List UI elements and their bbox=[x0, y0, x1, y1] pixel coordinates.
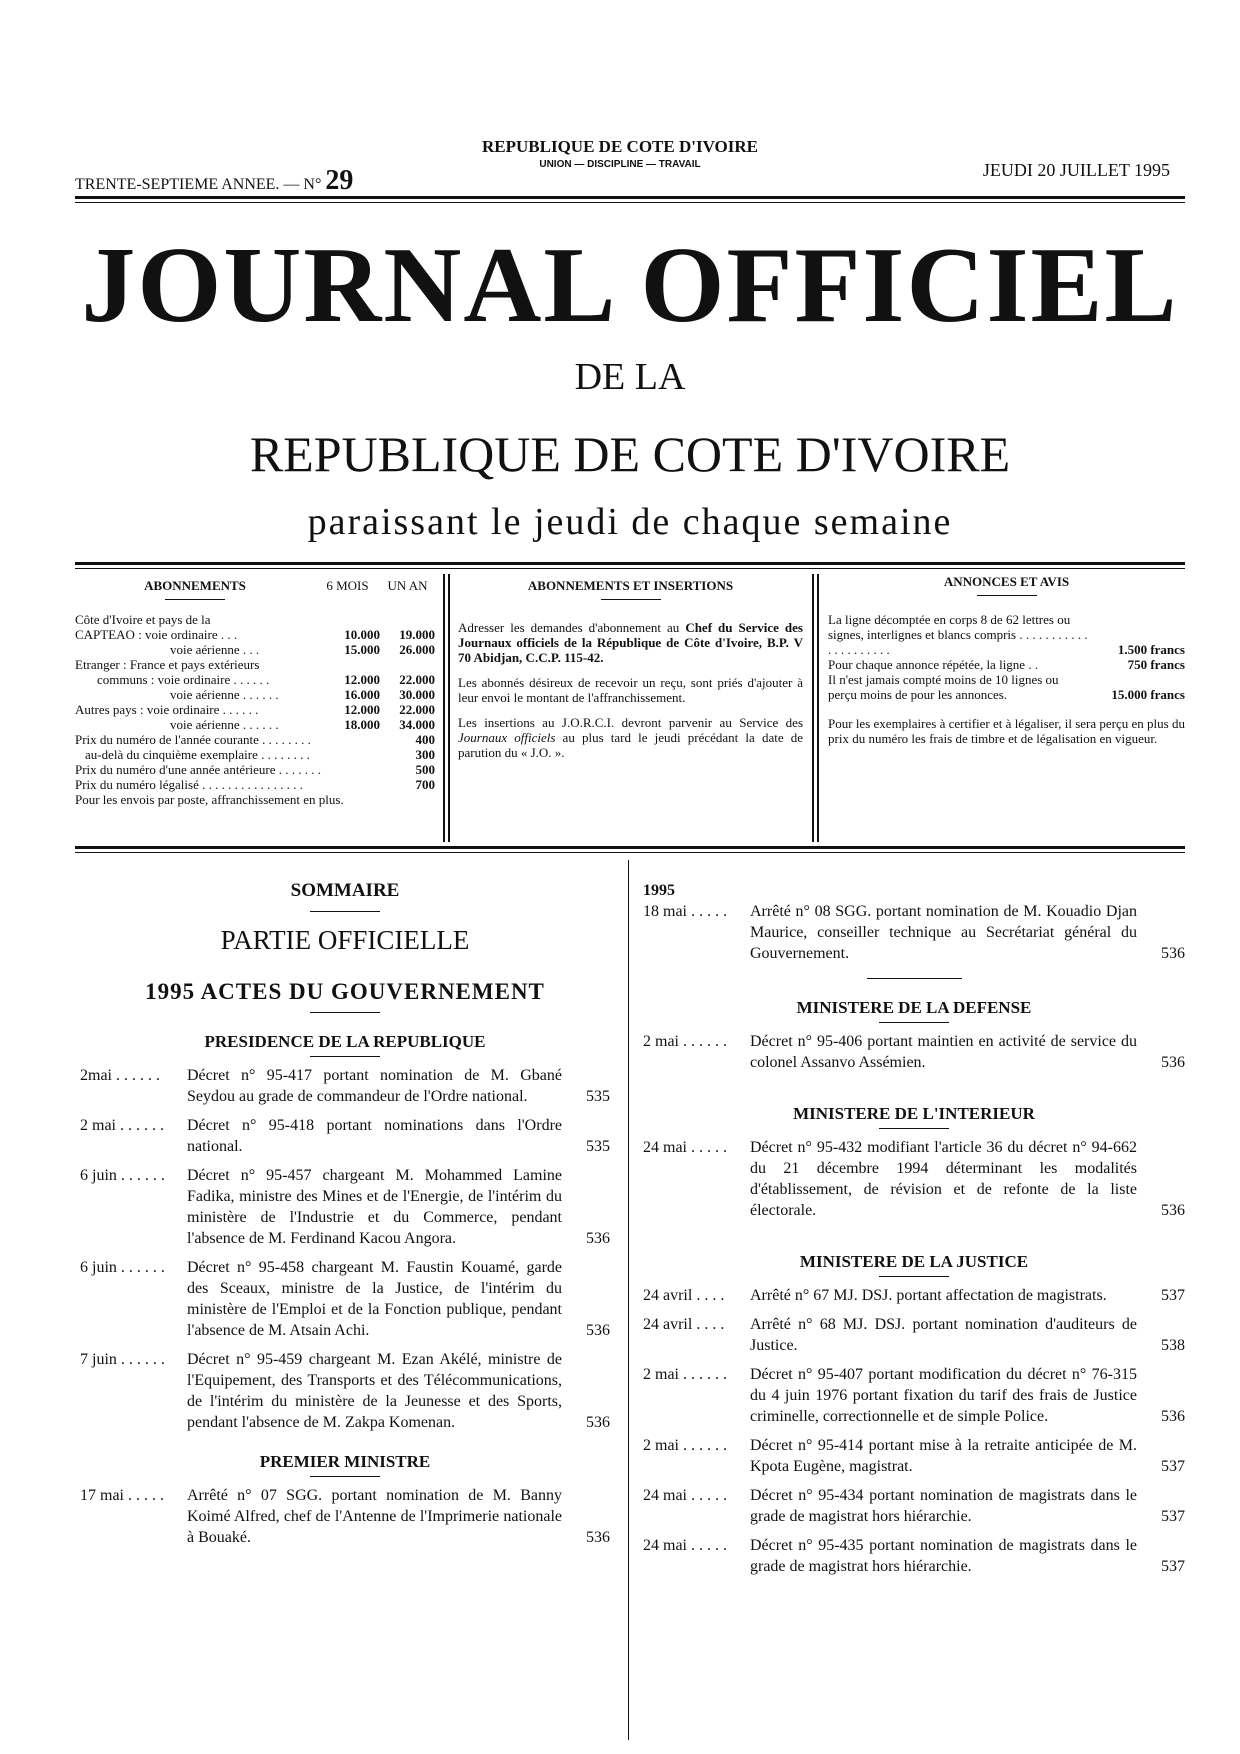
abonnements-box: ABONNEMENTS 6 MOIS UN AN Côte d'Ivoire et pays de la CAPTEAO : voie ordinaire . . . 10.000 19.000 voie aérienne . . . 15.000 26.000 Etranger : France et pays extérieurs communs : voie ordinaire . . . . . . 12.000 22.000 voie aérienne . . . . . . 16.000 30.000 Autres pays : voie ordinaire . . . . . . 12.000 22.000 voie aérienne . . . . . . 18.000 34.000 Prix du numéro de l'année courante . . . . . . . . 400 au-delà du cinquième exemplaire . . . . . . . . 300 Prix du numéro d'une année antérieure . . . . . . . 500 Prix du numéro légalisé . . . . . . . . . . . . . . . . 700 Pour les envois par poste, affranchissement en plus. bbox=[75, 578, 435, 807]
section-rule bbox=[879, 1128, 949, 1129]
entry-text: Décret n° 95-458 chargeant M. Faustin Kouamé, garde des Sceaux, ministre de la Justice, de l'intérim du ministère de l'Emploi et de la Fonction publique, pendant l'absence de M. Atsain Achi. bbox=[187, 1259, 562, 1339]
annonce-row bbox=[828, 657, 1185, 672]
entry-page: 536 bbox=[1161, 1054, 1185, 1071]
sommaire-left bbox=[80, 880, 610, 1548]
entry-date: 18 mai . . . . . bbox=[643, 903, 727, 920]
section-rule bbox=[879, 1276, 949, 1277]
entry-text: Décret n° 95-457 chargeant M. Mohammed Lamine Fadika, ministre des Mines et de l'Energie, de l'intérim du ministère de l'Industrie et du Commerce, pendant l'absence de M. Ferdinand Kacou Angora. bbox=[187, 1167, 562, 1247]
entry-text: Décret n° 95-432 modifiant l'article 36 du décret n° 94-662 du 21 décembre 1994 déterminant les modalités d'établissement, de révision et de refonte de la liste électorale. bbox=[750, 1139, 1137, 1219]
abonnement-6mois: 12.000 bbox=[344, 672, 380, 687]
abonnement-label: CAPTEAO : voie ordinaire . . . bbox=[75, 627, 238, 642]
insertions-box: ABONNEMENTS ET INSERTIONS Adresser les demandes d'abonnement au Chef du Service des Journaux officiels de la République de Côte d'Ivoire, B.P. V 70 Abidjan, C.C.P. 115-42. Les abonnés désireux de recevoir un reçu, sont priés d'ajouter à leur envoi le montant de l'affranchissement. Les insertions au J.O.R.C.I. devront parvenir au Service des Journaux officiels au plus tard le jeudi précédant la date de parution du « J.O. ». bbox=[458, 578, 803, 760]
prix-value: 500 bbox=[415, 762, 435, 777]
masthead-tagline: paraissant le jeudi de chaque semaine bbox=[307, 501, 953, 543]
entry-date: 24 mai . . . . . bbox=[643, 1139, 727, 1156]
abonnement-1an bbox=[380, 657, 435, 672]
annonce-row bbox=[828, 612, 1185, 657]
entry-date: 6 juin . . . . . . bbox=[80, 1259, 165, 1276]
annonce-row bbox=[828, 672, 1185, 702]
section-heading: MINISTERE DE LA DEFENSE bbox=[796, 998, 1032, 1017]
abonnement-6mois bbox=[325, 612, 380, 627]
abonnement-row bbox=[75, 627, 435, 642]
entry-page: 535 bbox=[586, 1138, 610, 1155]
sommaire-entry bbox=[80, 1257, 610, 1341]
abonnement-1an: 22.000 bbox=[399, 702, 435, 717]
abonnement-1an: 22.000 bbox=[399, 672, 435, 687]
abonnement-6mois: 10.000 bbox=[344, 627, 380, 642]
section-heading: PREMIER MINISTRE bbox=[259, 1452, 431, 1471]
abonnement-label: voie aérienne . . . . . . bbox=[170, 687, 279, 702]
section-heading: MINISTERE DE LA JUSTICE bbox=[799, 1252, 1029, 1271]
sommaire-entry bbox=[643, 1485, 1185, 1527]
sommaire-entry bbox=[643, 1364, 1185, 1427]
annonce-price: 15.000 francs bbox=[1111, 687, 1185, 702]
partie-officielle: PARTIE OFFICIELLE bbox=[220, 925, 470, 955]
entry-date: 24 mai . . . . . bbox=[643, 1487, 727, 1504]
entry-page: 536 bbox=[586, 1322, 610, 1339]
entry-text: Décret n° 95-414 portant mise à la retraite anticipée de M. Kpota Eugène, magistrat. bbox=[750, 1437, 1137, 1475]
section-heading: MINISTERE DE L'INTERIEUR bbox=[793, 1104, 1035, 1123]
prix-row bbox=[75, 747, 435, 762]
entry-page: 536 bbox=[586, 1414, 610, 1431]
entry-date: 24 avril . . . . bbox=[643, 1316, 725, 1333]
annonce-label: Il n'est jamais compté moins de 10 lignes ou perçu moins de pour les annonces. bbox=[828, 672, 1059, 702]
entry-date: 7 juin . . . . . . bbox=[80, 1351, 165, 1368]
sommaire-entry bbox=[80, 1115, 610, 1157]
abonnement-label: Autres pays : voie ordinaire . . . . . . bbox=[75, 702, 259, 717]
entry-page: 536 bbox=[586, 1529, 610, 1546]
abonnement-1an: 19.000 bbox=[399, 627, 435, 642]
prix-row bbox=[75, 762, 435, 777]
abonnement-label: Etranger : France et pays extérieurs bbox=[75, 657, 260, 672]
entry-text: Décret n° 95-417 portant nomination de M. Gbané Seydou au grade de commandeur de l'Ordre national. bbox=[187, 1067, 562, 1105]
entry-text: Décret n° 95-407 portant modification du décret n° 76-315 du 4 juin 1976 portant fixation du tarif des frais de Justice criminelle, correctionnelle et de simple Police. bbox=[750, 1366, 1137, 1425]
entry-text: Décret n° 95-406 portant maintien en activité de service du colonel Assanvo Assémien. bbox=[750, 1033, 1137, 1071]
abonnement-label: voie aérienne . . . bbox=[170, 642, 260, 657]
masthead-de-la: DE LA bbox=[574, 356, 686, 398]
issue-date: JEUDI 20 JUILLET 1995 bbox=[982, 160, 1170, 180]
abonnement-6mois: 18.000 bbox=[344, 717, 380, 732]
entry-text: Décret n° 95-459 chargeant M. Ezan Akélé, ministre de l'Equipement, des Transports et des Télécommunications, de l'intérim du ministère de la Jeunesse et des Sports, pendant l'absence de M. Zakpa Komenan. bbox=[187, 1351, 562, 1431]
republic-header: REPUBLIQUE DE COTE D'IVOIRE UNION — DISCIPLINE — TRAVAIL bbox=[482, 137, 758, 170]
section-rule bbox=[310, 1476, 380, 1477]
prix-row bbox=[75, 732, 435, 747]
journal-title: JOURNAL OFFICIEL bbox=[81, 226, 1179, 345]
abonnement-row bbox=[75, 657, 435, 672]
sommaire-entry bbox=[80, 1485, 610, 1548]
prix-label: Prix du numéro d'une année antérieure . . . . . . . bbox=[75, 762, 322, 777]
abonnement-1an: 30.000 bbox=[399, 687, 435, 702]
masthead-republic: REPUBLIQUE DE COTE D'IVOIRE bbox=[249, 426, 1011, 482]
annonce-price: 750 francs bbox=[1127, 657, 1185, 672]
abonnement-row bbox=[75, 642, 435, 657]
sommaire-entry bbox=[643, 1137, 1185, 1221]
entry-page: 537 bbox=[1161, 1287, 1185, 1304]
annonce-label: Pour chaque annonce répétée, la ligne . . bbox=[828, 657, 1039, 672]
sommaire-entry bbox=[643, 1435, 1185, 1477]
sommaire-entry bbox=[643, 1535, 1185, 1577]
prix-value: 700 bbox=[415, 777, 435, 792]
abonnement-label: Côte d'Ivoire et pays de la bbox=[75, 612, 211, 627]
sommaire-entry bbox=[643, 1031, 1185, 1073]
entry-page: 536 bbox=[1161, 945, 1185, 962]
entry-date: 2 mai . . . . . . bbox=[643, 1366, 727, 1383]
abonnement-row bbox=[75, 687, 435, 702]
entry-date: 24 avril . . . . bbox=[643, 1287, 725, 1304]
abonnement-label: communs : voie ordinaire . . . . . . bbox=[97, 672, 270, 687]
issue-number: 29 bbox=[325, 165, 354, 196]
sommaire-entry bbox=[80, 1065, 610, 1107]
entry-date: 6 juin . . . . . . bbox=[80, 1167, 165, 1184]
entry-text: Arrêté n° 68 MJ. DSJ. portant nomination d'auditeurs de Justice. bbox=[750, 1316, 1137, 1354]
abonnement-6mois bbox=[325, 657, 380, 672]
sommaire-entry bbox=[80, 1349, 610, 1433]
entry-text: Décret n° 95-418 portant nominations dans l'Ordre national. bbox=[187, 1117, 562, 1155]
abonnement-row bbox=[75, 702, 435, 717]
entry-date: 2 mai . . . . . . bbox=[643, 1033, 727, 1050]
abonnement-6mois: 12.000 bbox=[344, 702, 380, 717]
entry-text: Décret n° 95-434 portant nomination de magistrats dans le grade de magistrat hors hiérarchie. bbox=[750, 1487, 1137, 1525]
entry-page: 536 bbox=[586, 1230, 610, 1247]
sommaire-entry bbox=[643, 1285, 1185, 1306]
annonce-label: La ligne décomptée en corps 8 de 62 lettres ou signes, interlignes et blancs compris . . . . . . . . . . . . . . . . . . . . . bbox=[828, 612, 1088, 657]
sommaire-right bbox=[643, 880, 1185, 1577]
sommaire-entry bbox=[80, 1165, 610, 1249]
entry-page: 535 bbox=[586, 1088, 610, 1105]
entry-date: 24 mai . . . . . bbox=[643, 1537, 727, 1554]
prix-row bbox=[75, 777, 435, 792]
entry-page: 538 bbox=[1161, 1337, 1185, 1354]
abonnement-row bbox=[75, 717, 435, 732]
entry-text: Arrêté n° 07 SGG. portant nomination de M. Banny Koimé Alfred, chef de l'Antenne de l'Imprimerie nationale à Bouaké. bbox=[187, 1487, 562, 1546]
abonnement-1an: 34.000 bbox=[399, 717, 435, 732]
year-label: TRENTE-SEPTIEME ANNEE. — N° 29 bbox=[75, 165, 354, 196]
entry-page: 537 bbox=[1161, 1508, 1185, 1525]
sommaire-entry bbox=[643, 901, 1185, 964]
entry-text: Arrêté n° 08 SGG. portant nomination de M. Kouadio Djan Maurice, conseiller technique au Secrétariat général du Gouvernement. bbox=[750, 903, 1137, 962]
entry-text: Décret n° 95-435 portant nomination de magistrats dans le grade de magistrat hors hiérarchie. bbox=[750, 1537, 1137, 1575]
entry-page: 537 bbox=[1161, 1558, 1185, 1575]
entry-date: 17 mai . . . . . bbox=[80, 1487, 164, 1504]
entry-date: 2mai . . . . . . bbox=[80, 1067, 160, 1084]
entry-page: 536 bbox=[1161, 1408, 1185, 1425]
entry-text: Arrêté n° 67 MJ. DSJ. portant affectation de magistrats. bbox=[750, 1287, 1107, 1304]
abonnement-6mois: 15.000 bbox=[344, 642, 380, 657]
entry-page: 536 bbox=[1161, 1202, 1185, 1219]
sommaire-title: SOMMAIRE bbox=[290, 880, 400, 901]
section-rule bbox=[310, 1056, 380, 1057]
entry-date: 2 mai . . . . . . bbox=[80, 1117, 164, 1134]
section-heading: PRESIDENCE DE LA REPUBLIQUE bbox=[204, 1032, 486, 1051]
abonnement-row bbox=[75, 672, 435, 687]
annonce-price: 1.500 francs bbox=[1117, 642, 1185, 657]
prix-label: Prix du numéro de l'année courante . . . . . . . . bbox=[75, 732, 311, 747]
abonnement-label: voie aérienne . . . . . . bbox=[170, 717, 279, 732]
entry-date: 2 mai . . . . . . bbox=[643, 1437, 727, 1454]
entry-page: 537 bbox=[1161, 1458, 1185, 1475]
abonnement-6mois: 16.000 bbox=[344, 687, 380, 702]
prix-label: Prix du numéro légalisé . . . . . . . . . . . . . . . . bbox=[75, 777, 303, 792]
prix-value: 400 bbox=[415, 732, 435, 747]
annonces-box: ANNONCES ET AVIS La ligne décomptée en corps 8 de 62 lettres ou signes, interlignes et blancs compris . . . . . . . . . . . . . . . . . . . . . 1.500 francs Pour chaque annonce répétée, la ligne . . 750 francs Il n'est jamais compté moins de 10 lignes ou perçu moins de pour les annonces. 15.000 francs Pour les exemplaires à certifier et à légaliser, il sera perçu en plus du prix du numéro les frais de timbre et de légalisation en vigueur. bbox=[828, 574, 1185, 746]
prix-label: au-delà du cinquième exemplaire . . . . . . . . bbox=[85, 747, 310, 762]
abonnement-1an bbox=[380, 612, 435, 627]
year-right: 1995 bbox=[643, 882, 675, 899]
actes-title: 1995 ACTES DU GOUVERNEMENT bbox=[145, 979, 545, 1004]
prix-value: 300 bbox=[415, 747, 435, 762]
sommaire-entry bbox=[643, 1314, 1185, 1356]
abonnement-row bbox=[75, 612, 435, 627]
section-rule bbox=[879, 1022, 949, 1023]
abonnement-1an: 26.000 bbox=[399, 642, 435, 657]
